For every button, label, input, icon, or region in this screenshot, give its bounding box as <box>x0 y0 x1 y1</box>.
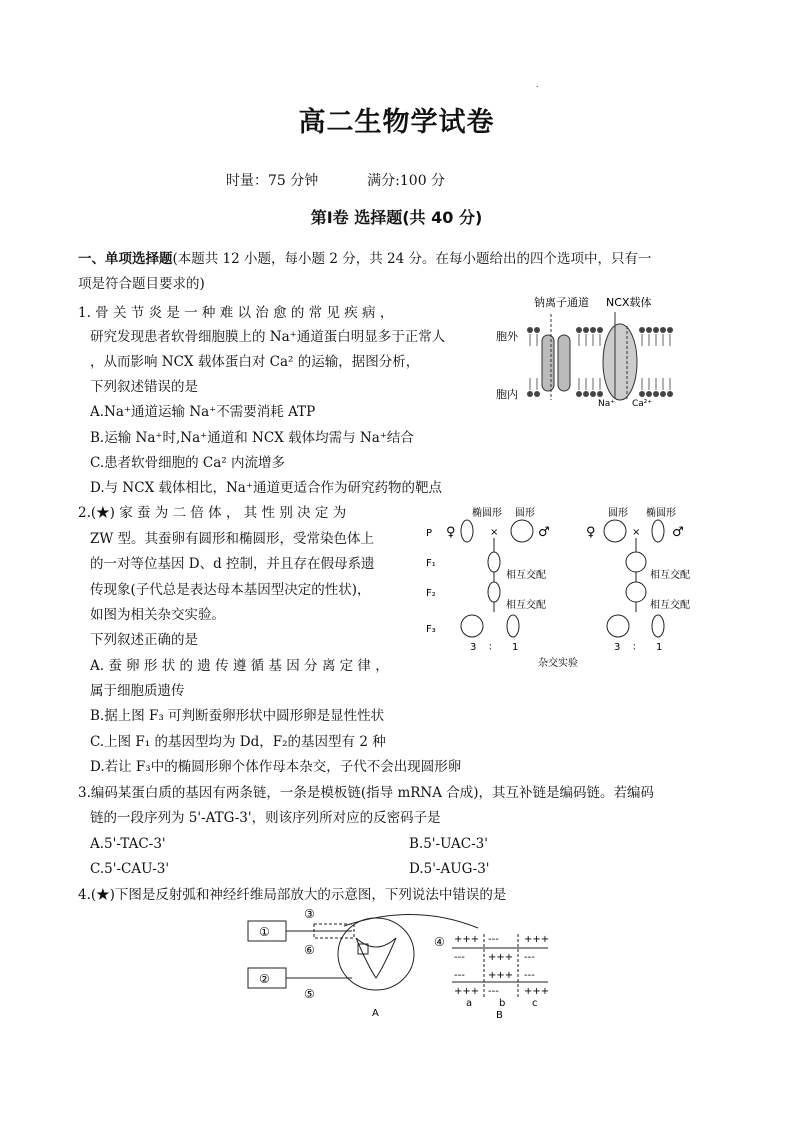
right-mate-1: 相互交配 <box>650 570 690 581</box>
q1-option-b: B.运输 Na⁺时,Na⁺通道和 NCX 载体均需与 Na⁺结合 <box>90 430 414 446</box>
q1-stem-1: 1. 骨 关 节 炎 是 一 种 难 以 治 愈 的 常 见 疾 病 ， <box>78 305 394 321</box>
q2-stem-6: 下列叙述正确的是 <box>90 632 198 648</box>
right-ratio-1: 1 <box>656 642 663 653</box>
lipid-head <box>590 391 596 397</box>
lipid-head <box>646 327 652 333</box>
fig-ncx-label: NCX载体 <box>606 296 652 309</box>
b-top-plus-right: +++ <box>524 934 550 945</box>
left-p-ellipse-egg <box>461 520 473 542</box>
fiber-b <box>452 934 549 1021</box>
figure-a-label: A <box>372 1008 379 1019</box>
section-intro-1: (本题共 12 小题，每小题 2 分，共 24 分。在每小题给出的四个选项中，只有一 <box>172 251 652 267</box>
lipid-head <box>583 327 589 333</box>
label-2: ② <box>259 972 270 986</box>
lipid-head <box>534 391 540 397</box>
q1-option-c: C.患者软骨细胞的 Ca² 内流增多 <box>90 455 286 471</box>
lipid-head <box>667 327 673 333</box>
q2-option-a-2: 属于细胞质遗传 <box>90 683 185 699</box>
lipid-head <box>653 391 659 397</box>
b-in2-minus-left: --- <box>454 970 465 981</box>
lipid-head <box>597 327 603 333</box>
gen-f2: F₂ <box>426 588 436 599</box>
left-parent1-label: 椭圆形 <box>472 508 502 519</box>
gen-f3: F₃ <box>426 624 436 635</box>
section-intro <box>78 249 651 269</box>
left-ratio-1: 1 <box>512 642 519 653</box>
lipid-head <box>660 327 666 333</box>
left-mate-1: 相互交配 <box>506 570 546 581</box>
ncx-carrier <box>603 324 637 400</box>
right-mate-2: 相互交配 <box>650 600 690 611</box>
b-in2-minus-right: --- <box>524 970 535 981</box>
b-top-minus: --- <box>488 934 499 945</box>
fig-ca-label: Ca²⁺ <box>632 399 653 409</box>
left-male-symbol: ♂ <box>538 525 550 540</box>
label-3: ③ <box>304 907 315 921</box>
b-label-a: a <box>466 998 473 1009</box>
lipid-head <box>660 391 666 397</box>
label-4: ④ <box>434 935 445 949</box>
right-f3-ellipse-egg <box>652 615 664 637</box>
q2-option-b: B.据上图 F₃ 可判断蚕卵形状中圆形卵是显性性状 <box>90 708 385 724</box>
q2-stem-3: 的一对等位基因 D、d 控制，并且存在假母系遗 <box>90 556 375 572</box>
lipid-head <box>576 391 582 397</box>
right-f1-egg <box>626 552 646 572</box>
left-f3-ellipse-egg <box>507 615 519 637</box>
right-parent1-label: 圆形 <box>608 508 628 519</box>
channel-left <box>542 335 554 391</box>
time-limit: 时量：75 分钟 <box>226 173 319 189</box>
q2-stem-1: 2.(★) 家 蚕 为 二 倍 体 ， 其 性 别 决 定 为 <box>78 505 347 521</box>
channel-right <box>558 335 570 391</box>
corner-dot: . <box>536 80 539 89</box>
lipid-head <box>583 391 589 397</box>
right-female-symbol: ♀ <box>586 525 596 540</box>
q4-stem-1: 4.(★)下图是反射弧和神经纤维局部放大的示意图，下列说法中错误的是 <box>78 887 507 903</box>
fig-outside-label: 胞外 <box>496 330 518 343</box>
left-f2-egg <box>488 582 500 602</box>
figure-b-label: B <box>496 1010 503 1021</box>
left-ratio-3: 3 <box>470 642 477 653</box>
right-cross-sign: × <box>632 527 641 538</box>
lipid-head <box>527 327 533 333</box>
fig-inside-label: 胞内 <box>496 388 518 401</box>
q2-option-d: D.若让 F₃中的椭圆形卵个体作母本杂交，子代不会出现圆形卵 <box>90 759 462 775</box>
section-intro-2: 项是符合题目要求的) <box>78 276 205 292</box>
q1-option-d: D.与 NCX 载体相比，Na⁺通道更适合作为研究药物的靶点 <box>90 480 442 496</box>
right-ratio-colon: ： <box>632 642 642 653</box>
q2-option-a-1: A. 蚕 卵 形 状 的 遗 传 遵 循 基 因 分 离 定 律 ， <box>90 658 389 674</box>
q1-stem-4: 下列叙述错误的是 <box>90 379 198 395</box>
lipid-head <box>667 391 673 397</box>
page-title: 高二生物学试卷 <box>298 107 495 138</box>
fig-channel-label: 钠离子通道 <box>534 296 589 309</box>
cross-figure <box>418 500 703 670</box>
gen-p: P <box>426 528 433 539</box>
q2-stem-2: ZW 型。其蚕卵有圆形和椭圆形，受常染色体上 <box>90 531 375 547</box>
lipid-head <box>639 327 645 333</box>
cross-caption: 杂交实验 <box>538 658 578 669</box>
right-f2-egg <box>626 582 646 602</box>
section-heading: 一、单项选择题 <box>78 251 173 267</box>
right-male-symbol: ♂ <box>672 525 684 540</box>
reflex-arc-figure <box>244 906 554 1022</box>
lipid-head <box>653 327 659 333</box>
exam-meta <box>226 170 445 190</box>
b-label-b: b <box>499 998 506 1009</box>
left-mate-2: 相互交配 <box>506 600 546 611</box>
lipid-head <box>646 391 652 397</box>
right-f3-round-egg <box>607 615 629 637</box>
b-in-minus-right: --- <box>524 952 535 963</box>
b-in-minus-left: --- <box>454 952 465 963</box>
b-label-c: c <box>532 998 538 1009</box>
q1-option-a: A.Na⁺通道运输 Na⁺不需要消耗 ATP <box>90 404 316 420</box>
q2-stem-5: 如图为相关杂交实验。 <box>90 607 225 623</box>
lipid-head <box>576 327 582 333</box>
left-parent2-label: 圆形 <box>515 508 535 519</box>
membrane-figure <box>494 290 679 412</box>
spinal-cord <box>338 918 414 990</box>
q3-option-a: A.5'-TAC-3' <box>90 836 166 852</box>
right-parent2-label: 椭圆形 <box>646 508 676 519</box>
b-bottom-minus: --- <box>488 986 499 997</box>
right-ratio-3: 3 <box>614 642 621 653</box>
full-score: 满分:100 分 <box>367 173 446 189</box>
label-6: ⑥ <box>304 943 315 957</box>
q3-stem-2: 链的一段序列为 5'-ATG-3'，则该序列所对应的反密码子是 <box>90 810 441 826</box>
b-bottom-plus-right: +++ <box>524 986 550 997</box>
b-in2-plus: +++ <box>488 970 514 981</box>
b-in-plus: +++ <box>488 952 514 963</box>
gen-f1: F₁ <box>426 558 436 569</box>
q3-option-b: B.5'-UAC-3' <box>409 836 488 852</box>
q3-option-d: D.5'-AUG-3' <box>409 861 490 877</box>
lipid-head <box>597 391 603 397</box>
part-heading: 第Ⅰ卷 选择题(共 40 分) <box>310 208 483 227</box>
lipid-head <box>527 391 533 397</box>
right-p-round-egg <box>604 520 626 542</box>
label-1: ① <box>259 925 270 939</box>
q2-stem-4: 传现象(子代总是表达母本基因型决定的性状)， <box>90 582 371 598</box>
left-cross-sign: × <box>490 527 499 538</box>
label-5: ⑤ <box>304 987 315 1001</box>
lipid-head <box>590 327 596 333</box>
zoom-arrow <box>344 914 478 928</box>
left-f1-egg <box>488 552 500 572</box>
q3-stem-1: 3.编码某蛋白质的基因有两条链，一条是模板链(指导 mRNA 合成)，其互补链是编码链。若编码 <box>78 785 655 801</box>
b-top-plus-left: +++ <box>454 934 480 945</box>
fig-na-label: Na⁺ <box>598 399 615 409</box>
lipid-head <box>534 327 540 333</box>
q2-option-c: C.上图 F₁ 的基因型均为 Dd，F₂的基因型有 2 种 <box>90 734 386 750</box>
right-p-ellipse-egg <box>652 520 664 542</box>
q1-stem-3: ，从而影响 NCX 载体蛋白对 Ca² 的运输，据图分析， <box>90 354 420 370</box>
left-f3-round-egg <box>461 615 483 637</box>
left-ratio-colon: ： <box>488 642 498 653</box>
lipid-head <box>639 391 645 397</box>
left-p-round-egg <box>511 520 533 542</box>
b-bottom-plus-left: +++ <box>454 986 480 997</box>
q3-option-c: C.5'-CAU-3' <box>90 861 170 877</box>
left-female-symbol: ♀ <box>446 525 456 540</box>
q1-stem-2: 研究发现患者软骨细胞膜上的 Na⁺通道蛋白明显多于正常人 <box>90 329 446 345</box>
